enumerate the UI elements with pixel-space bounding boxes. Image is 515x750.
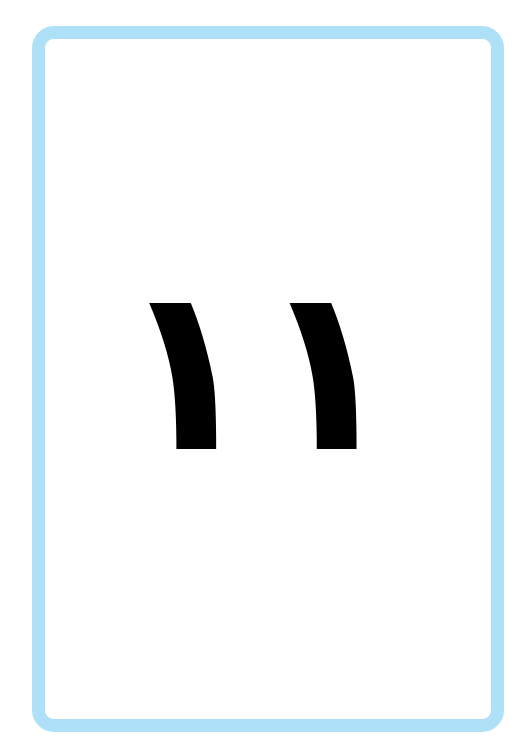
arabic-numeral-eleven: ١١	[117, 237, 398, 504]
